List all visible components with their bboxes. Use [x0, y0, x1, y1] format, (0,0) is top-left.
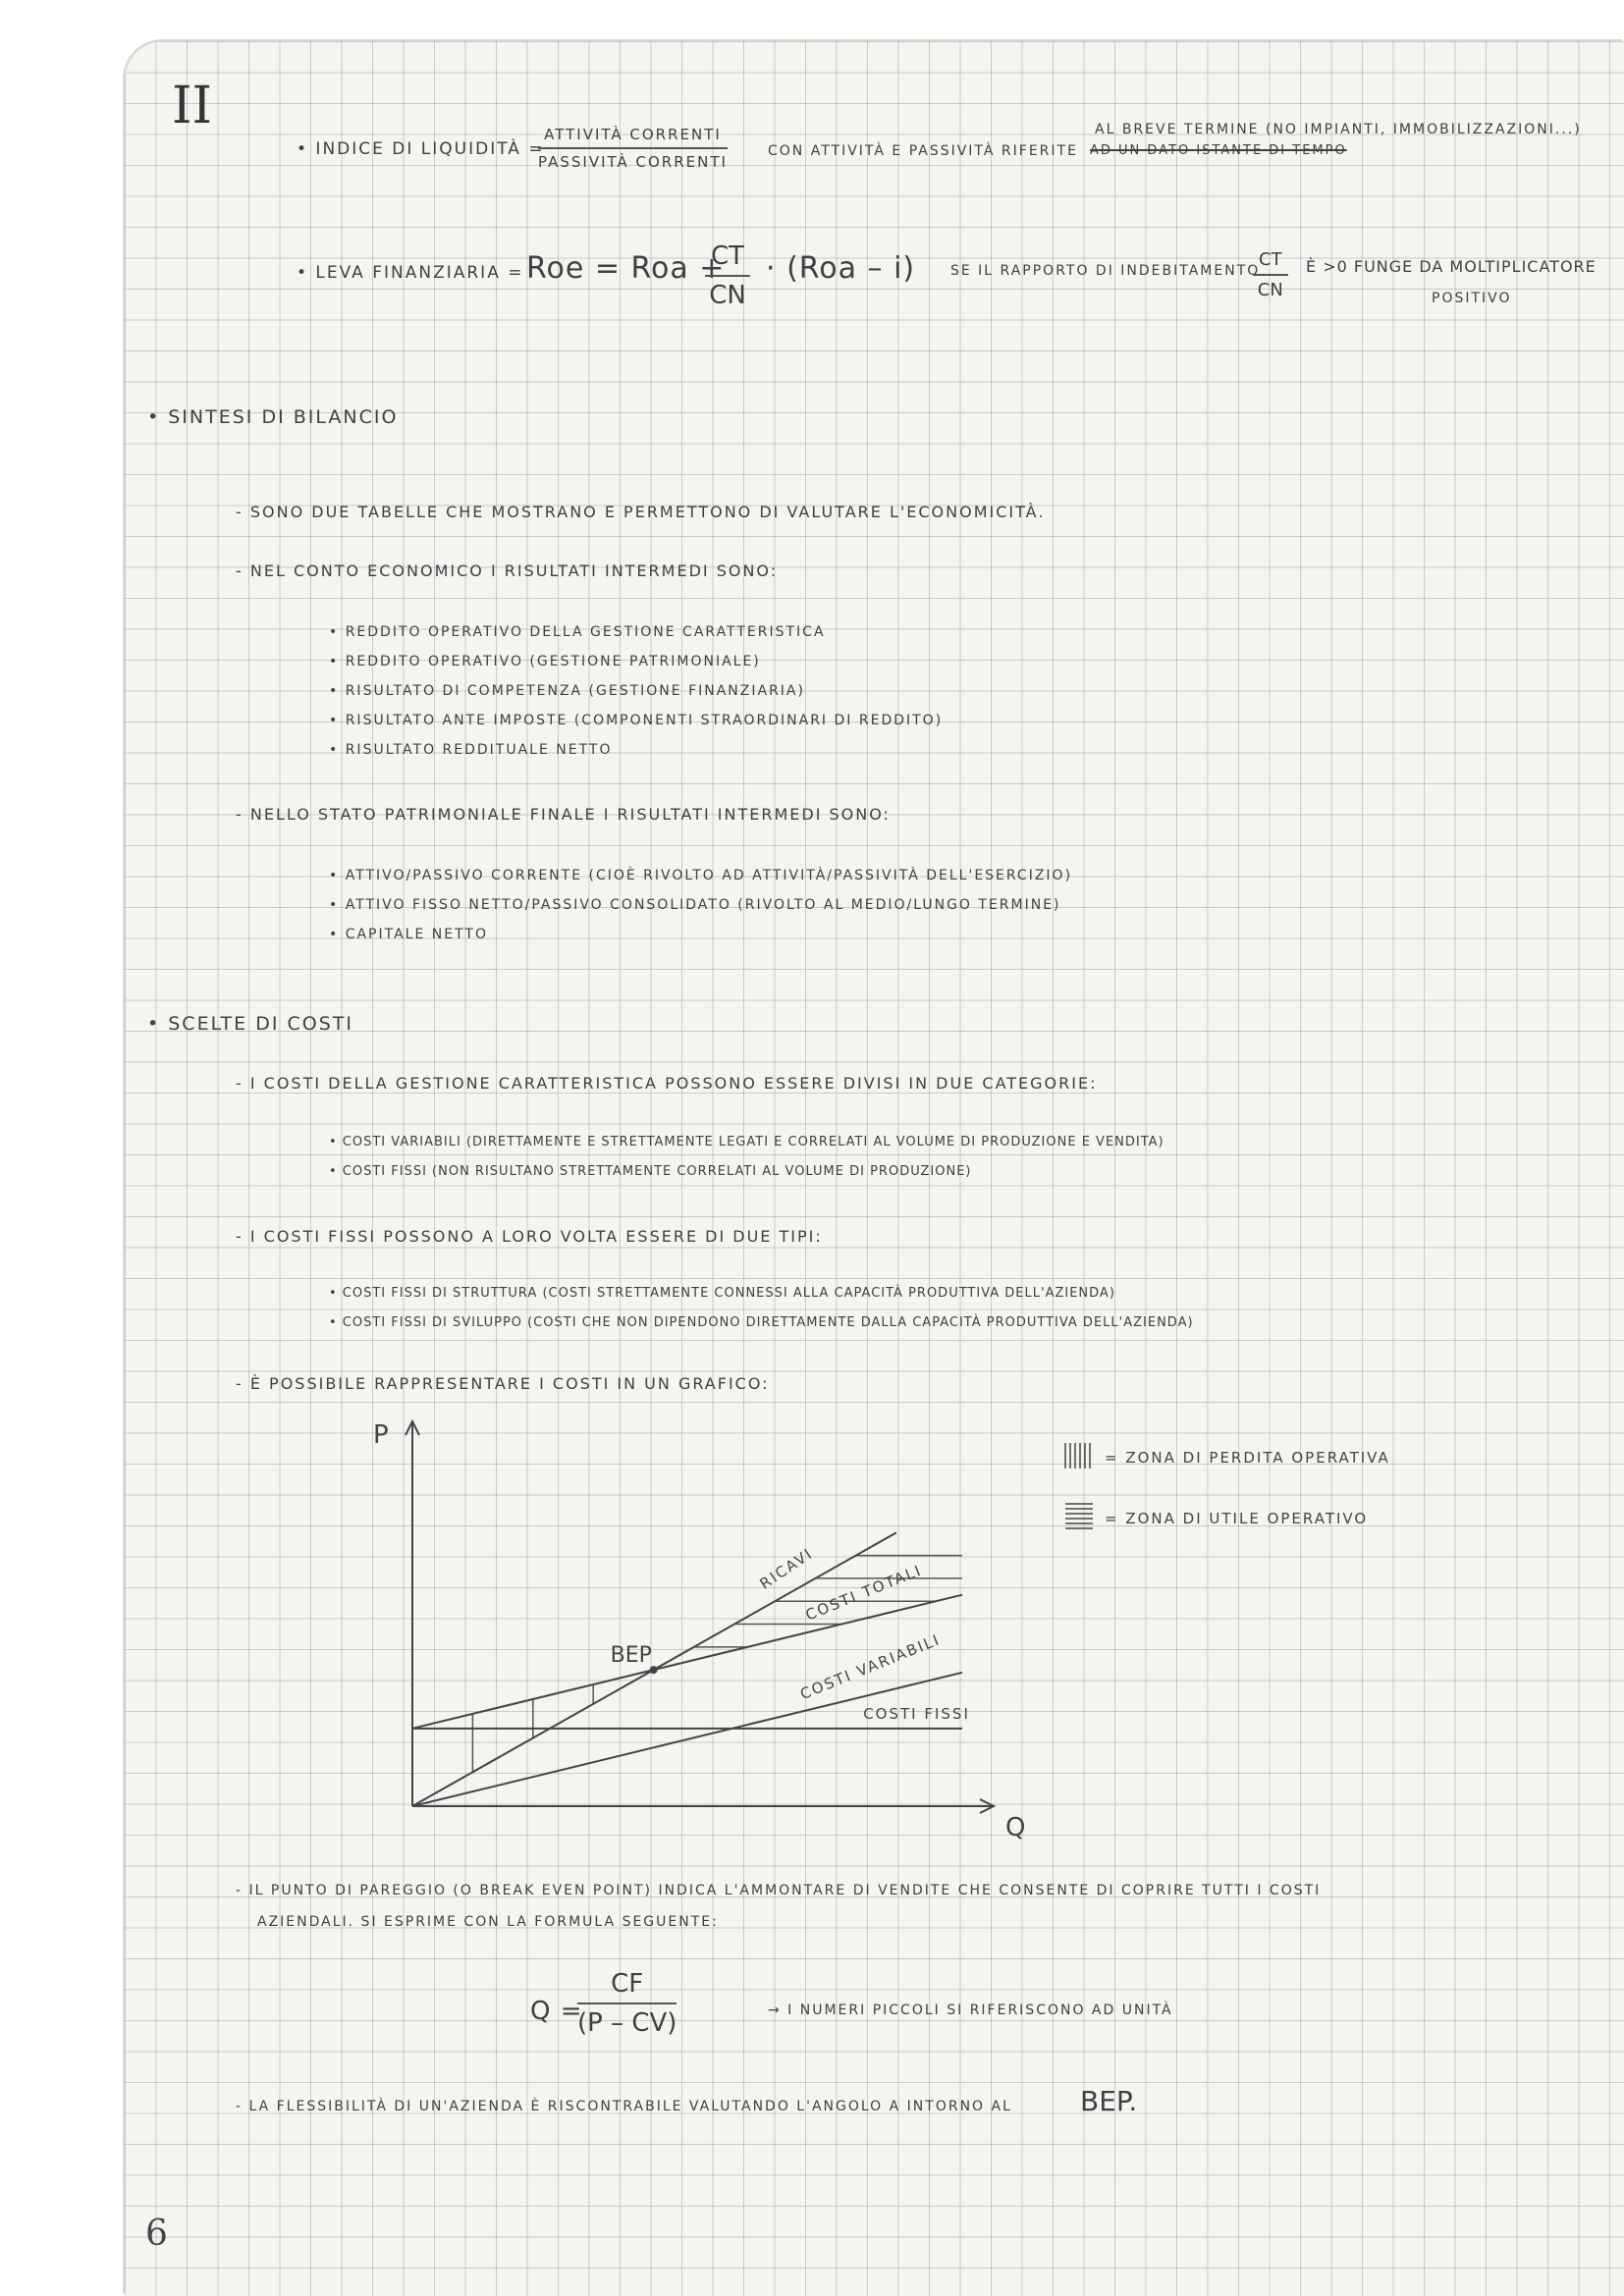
leverage-frac-den: CN: [709, 281, 746, 310]
liquidity-numerator: ATTIVITÀ CORRENTI: [538, 126, 728, 149]
leverage-condition-post: È >0 FUNGE DA MOLTIPLICATORE: [1306, 257, 1597, 276]
leverage-condition: SE IL RAPPORTO DI INDEBITAMENTO: [950, 263, 1261, 279]
flex-bep: BEP.: [1080, 2085, 1138, 2117]
section-heading-sintesi: • SINTESI DI BILANCIO: [147, 406, 399, 428]
sintesi-line1: - SONO DUE TABELLE CHE MOSTRANO E PERMETTONO DI VALUTARE L'ECONOMICITÀ.: [236, 503, 1046, 521]
sp-item: • ATTIVO FISSO NETTO/PASSIVO CONSOLIDATO (RIVOLTO AL MEDIO/LUNGO TERMINE): [329, 897, 1061, 913]
bep-formula-den: (P – CV): [577, 2008, 677, 2038]
liquidity-label: • INDICE DI LIQUIDITÀ =: [297, 139, 545, 159]
leverage-label: • LEVA FINANZIARIA =: [297, 263, 524, 283]
costi-line1: - I COSTI DELLA GESTIONE CARATTERISTICA POSSONO ESSERE DIVISI IN DUE CATEGORIE:: [236, 1074, 1098, 1093]
sp-item: • ATTIVO/PASSIVO CORRENTE (CIOÈ RIVOLTO AD ATTIVITÀ/PASSIVITÀ DELL'ESERCIZIO): [329, 868, 1073, 883]
break-even-chart: [353, 1404, 1434, 1855]
fixed-item: • COSTI FISSI DI SVILUPPO (COSTI CHE NON DIPENDONO DIRETTAMENTE DALLA CAPACITÀ PRODUTTIVA DELL'AZIENDA): [329, 1315, 1194, 1330]
liquidity-note: CON ATTIVITÀ E PASSIVITÀ RIFERITE: [768, 143, 1078, 159]
bep-line2: AZIENDALI. SI ESPRIME CON LA FORMULA SEGUENTE:: [257, 1914, 719, 1930]
leverage-condition-post2: POSITIVO: [1432, 291, 1512, 306]
ce-item: • RISULTATO DI COMPETENZA (GESTIONE FINANZIARIA): [329, 683, 805, 699]
roman-numeral: II: [172, 77, 213, 135]
bep-formula-num: CF: [577, 1969, 677, 2004]
ce-item: • REDDITO OPERATIVO DELLA GESTIONE CARATTERISTICA: [329, 624, 826, 640]
bep-formula-fraction: [577, 1969, 677, 2038]
liquidity-fraction: [538, 126, 728, 171]
leverage-cond-den: CN: [1257, 280, 1283, 300]
page-number: 6: [145, 2214, 168, 2254]
flex-line: - LA FLESSIBILITÀ DI UN'AZIENDA È RISCONTRABILE VALUTANDO L'ANGOLO Α INTORNO AL: [236, 2099, 1012, 2114]
leverage-formula-lhs: Roe = Roa +: [526, 251, 726, 286]
x-axis-label: Q: [1005, 1813, 1026, 1842]
legend-label: = ZONA DI PERDITA OPERATIVA: [1105, 1449, 1390, 1467]
ce-item: • RISULTATO ANTE IMPOSTE (COMPONENTI STRAORDINARI DI REDDITO): [329, 713, 944, 728]
leverage-cond-fraction: [1253, 249, 1288, 300]
series-label: COSTI TOTALI: [802, 1561, 925, 1625]
bep-formula-lhs: Q =: [530, 1997, 583, 2026]
series-label: COSTI VARIABILI: [797, 1630, 944, 1704]
leverage-cond-num: CT: [1253, 249, 1288, 276]
sintesi-line3: - NELLO STATO PATRIMONIALE FINALE I RISULTATI INTERMEDI SONO:: [236, 805, 891, 824]
leverage-fraction: [705, 241, 750, 310]
liquidity-note-struck: AD UN DATO ISTANTE DI TEMPO: [1090, 143, 1347, 158]
series-label: COSTI FISSI: [863, 1704, 970, 1723]
cat-item: • COSTI VARIABILI (DIRETTAMENTE E STRETTAMENTE LEGATI E CORRELATI AL VOLUME DI PRODUZIONE E VENDITA): [329, 1135, 1164, 1149]
costi-line2: - I COSTI FISSI POSSONO A LORO VOLTA ESSERE DI DUE TIPI:: [236, 1227, 823, 1246]
sp-item: • CAPITALE NETTO: [329, 927, 488, 942]
section-heading-costi: • SCELTE DI COSTI: [147, 1013, 353, 1035]
leverage-frac-num: CT: [705, 241, 750, 277]
y-axis-label: P: [373, 1420, 389, 1450]
bep-line1: - IL PUNTO DI PAREGGIO (O BREAK EVEN POINT) INDICA L'AMMONTARE DI VENDITE CHE CONSENTE DI COPRIRE TUTTI I COSTI: [236, 1883, 1322, 1898]
costi-line3: - È POSSIBILE RAPPRESENTARE I COSTI IN UN GRAFICO:: [236, 1374, 770, 1393]
fixed-item: • COSTI FISSI DI STRUTTURA (COSTI STRETTAMENTE CONNESSI ALLA CAPACITÀ PRODUTTIVA DELL'AZIENDA): [329, 1286, 1115, 1301]
liquidity-denominator: PASSIVITÀ CORRENTI: [538, 153, 728, 171]
ce-item: • RISULTATO REDDITUALE NETTO: [329, 742, 613, 758]
sintesi-line2: - NEL CONTO ECONOMICO I RISULTATI INTERMEDI SONO:: [236, 561, 779, 580]
leverage-formula-rhs: · (Roa – i): [766, 251, 916, 286]
liquidity-note-above: AL BREVE TERMINE (NO IMPIANTI, IMMOBILIZZAZIONI...): [1095, 122, 1582, 137]
ce-item: • REDDITO OPERATIVO (GESTIONE PATRIMONIALE): [329, 654, 761, 669]
bep-arrow-note: → I NUMERI PICCOLI SI RIFERISCONO AD UNITÀ: [768, 2002, 1173, 2018]
legend-label: = ZONA DI UTILE OPERATIVO: [1105, 1510, 1369, 1527]
bep-label: BEP: [610, 1643, 652, 1669]
series-line-2: [412, 1673, 962, 1806]
cat-item: • COSTI FISSI (NON RISULTANO STRETTAMENTE CORRELATI AL VOLUME DI PRODUZIONE): [329, 1164, 972, 1179]
series-label: RICAVI: [756, 1544, 817, 1593]
